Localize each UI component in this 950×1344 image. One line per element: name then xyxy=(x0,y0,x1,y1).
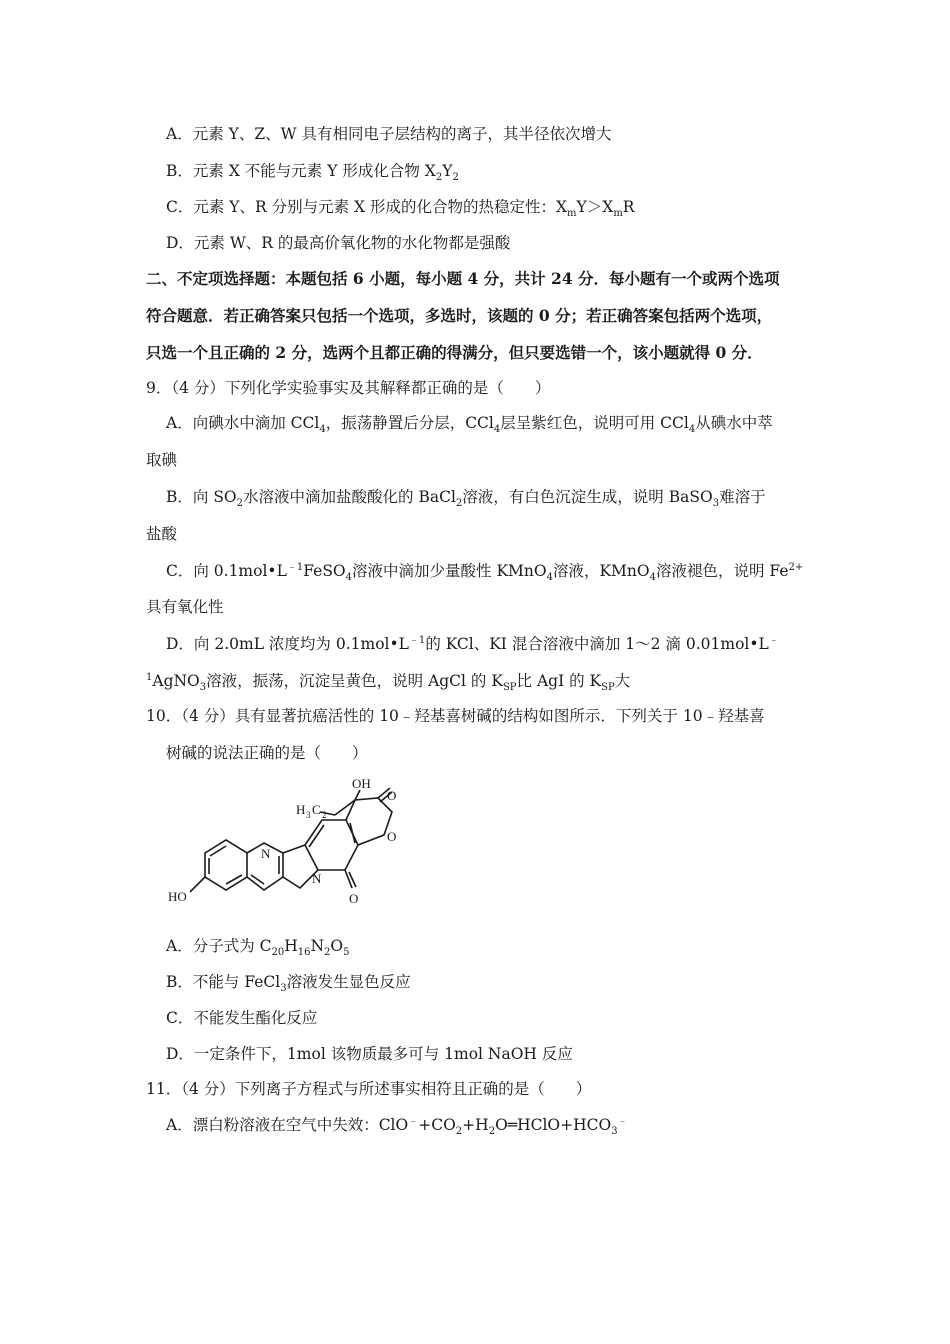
ring-b-double-1 xyxy=(251,875,264,884)
ho-bond xyxy=(190,877,205,892)
section2-line2: 符合题意．若正确答案只包括一个选项，多选时，该题的 0 分；若正确答案包括两个选项， xyxy=(146,306,773,325)
q10-option-c: C．不能发生酯化反应 xyxy=(166,1009,318,1027)
q9-option-a-cont: 取碘 xyxy=(146,451,178,469)
label-h3c: H xyxy=(296,802,306,817)
label-h3c-sub: 3 xyxy=(306,810,311,820)
label-n1: N xyxy=(261,846,271,861)
q8-option-c: C．元素 Y、R 分别与元素 X 形成的化合物的热稳定性：$X_mY>X_mR$ xyxy=(166,198,635,220)
section2-line1: 二、不定项选择题：本题包括 6 小题，每小题 4 分，共计 24 分．每小题有一个或两个选项 xyxy=(146,269,780,288)
q9-option-a: A．向碘水中滴加 CCl$_4$，振荡静置后分层，CCl$_4$层呈紫红色，说明可用 CCl$_4$从碘水中萃 xyxy=(166,414,773,436)
ring-e xyxy=(346,798,392,845)
q10-option-d: D．一定条件下，1mol 该物质最多可与 1mol NaOH 反应 xyxy=(166,1045,573,1063)
q8-option-d: D．元素 W、R 的最高价氧化物的水化物都是强酸 xyxy=(166,234,511,252)
hydroxycamptothecin-structure xyxy=(160,770,420,915)
q10-stem-cont: 树碱的说法正确的是（ ） xyxy=(166,744,368,762)
q10-option-a: A．分子式为 $C_{20}H_{16}N_2O_5$ xyxy=(166,937,350,959)
q9-option-c-cont: 具有氧化性 xyxy=(146,598,224,616)
ring-a-double-2 xyxy=(226,875,242,884)
label-ho: HO xyxy=(168,889,187,904)
q9-option-b: B．向 $SO_2$水溶液中滴加盐酸酸化的 BaCl$_2$溶液，有白色沉淀生成，说明 BaSO$_3$难溶于 xyxy=(166,488,766,510)
q11-option-a: A．漂白粉溶液在空气中失效：$ClO^﹣+CO_2+H_2O═HClO+HCO_3^﹣$ xyxy=(166,1115,628,1138)
oh-bond xyxy=(355,790,360,800)
ring-a xyxy=(205,840,247,890)
label-o-carbonyl1: O xyxy=(387,788,397,803)
q9-option-d-cont: $^1$AgNO$_3$溶液，振荡，沉淀呈黄色，说明 AgCl 的 $K_{SP}$比 AgI 的 $K_{SP}$大 xyxy=(146,671,631,694)
q10-option-b: B．不能与 FeCl$_3$溶液发生显色反应 xyxy=(166,973,411,995)
q8-option-b: B．元素 X 不能与元素 Y 形成化合物 $X_2Y_2$ xyxy=(166,162,459,184)
label-o-ring: O xyxy=(387,829,397,844)
q10-stem: 10．（4 分）具有显著抗癌活性的 10﹣羟基喜树碱的结构如图所示．下列关于 10﹣羟基喜 xyxy=(146,707,765,725)
label-c2-sub: 2 xyxy=(322,810,327,820)
label-n2: N xyxy=(312,871,322,886)
q9-stem: 9．（4 分）下列化学实验事实及其解释都正确的是（ ） xyxy=(146,379,551,397)
q9-option-c: C．向 $0.1mol•L^{﹣1}FeSO_4$溶液中滴加少量酸性 KMnO$_4$溶液，KMnO$_4$溶液褪色，说明 $Fe^{2+}$ xyxy=(166,561,804,584)
ring-d-double-2 xyxy=(350,823,355,843)
ring-d xyxy=(305,820,358,870)
label-oh-top: OH xyxy=(352,776,371,791)
q9-option-b-cont: 盐酸 xyxy=(146,525,178,543)
label-o-carbonyl2: O xyxy=(349,891,359,906)
q8-option-a: A．元素 Y、Z、W 具有相同电子层结构的离子，其半径依次增大 xyxy=(166,125,612,143)
q11-stem: 11．（4 分）下列离子方程式与所述事实相符且正确的是（ ） xyxy=(146,1080,592,1098)
label-c2: C xyxy=(312,802,321,817)
section2-line3: 只选一个且正确的 2 分，选两个且都正确的得满分，但只要选错一个，该小题就得 0 分． xyxy=(146,343,763,362)
q9-option-d: D．向 2.0mL 浓度均为 $0.1mol•L^{﹣1}$的 KCl、KI 混合溶液中滴加 1～2 滴 0.01mol•L﹣ xyxy=(166,634,779,653)
